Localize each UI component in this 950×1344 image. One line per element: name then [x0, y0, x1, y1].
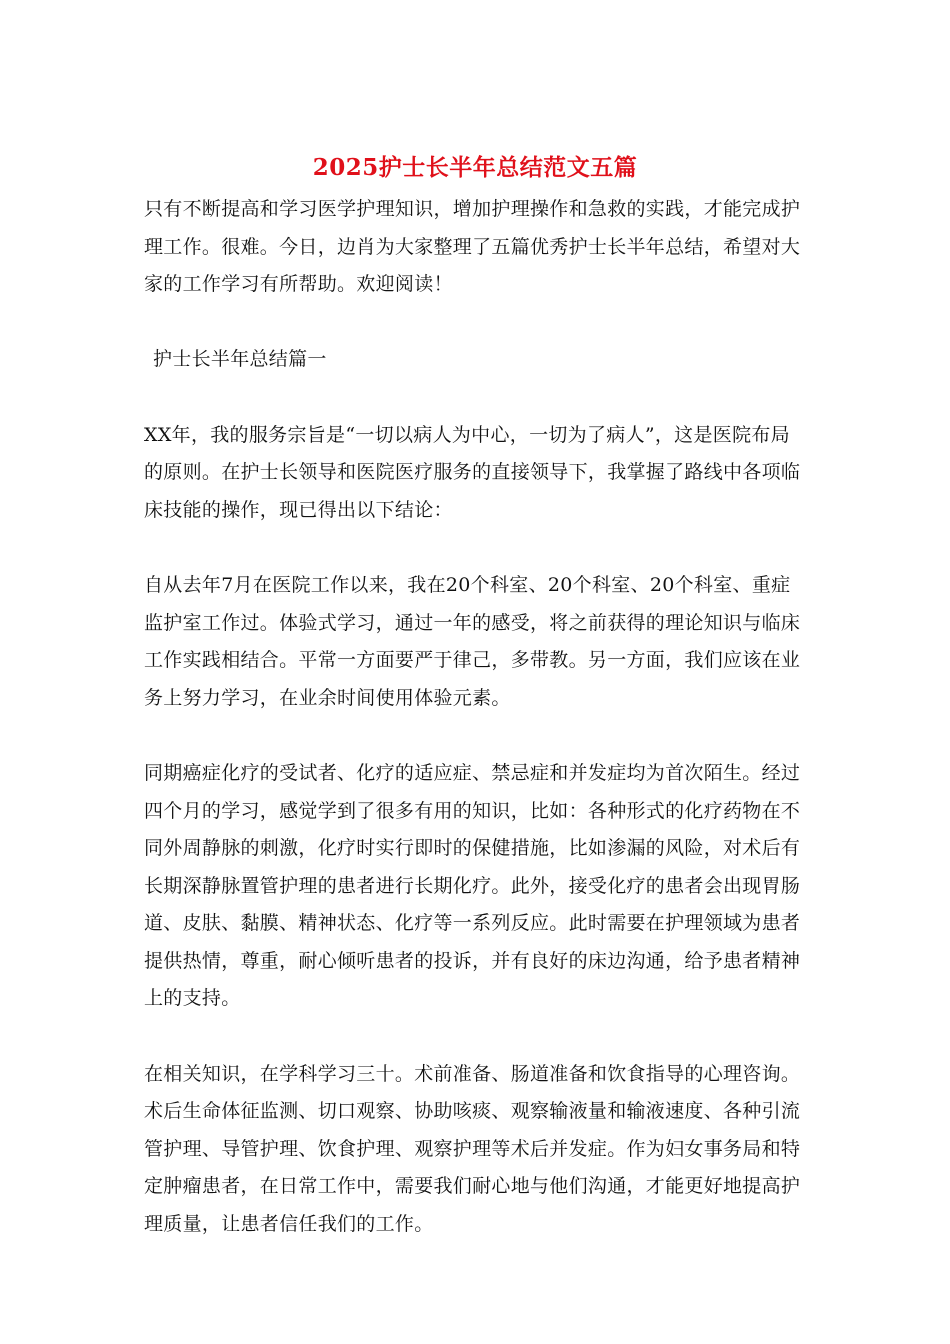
paragraph-gap [144, 304, 806, 342]
section-heading: 护士长半年总结篇一 [153, 348, 327, 371]
body-paragraph-2: 自从去年7月在医院工作以来，我在20个科室、20个科室、20个科室、重症监护室工作过。体验式学习，通过一年的感受，将之前获得的理论知识与临床工作实践相结合。平常一方面要严于律己，多带教。另一方面，我们应该在业务上努力学习，在业余时间使用体验元素。 [144, 573, 801, 709]
body-paragraph-4: 在相关知识，在学科学习三十。术前准备、肠道准备和饮食指导的心理咨询。术后生命体征监测、切口观察、协助咳痰、观察输液量和输液速度、各种引流管护理、导管护理、饮食护理、观察护理等术后并发症。作为妇女事务局和特定肿瘤患者，在日常工作中，需要我们耐心地与他们沟通，才能更好地提高护理质量，让患者信任我们的工作。 [144, 1062, 801, 1236]
document-title: 2025护士长半年总结范文五篇 [312, 154, 638, 181]
body-paragraph-3: 同期癌症化疗的受试者、化疗的适应症、禁忌症和并发症均为首次陌生。经过四个月的学习，感觉学到了很多有用的知识，比如：各种形式的化疗药物在不同外周静脉的刺激，化疗时实行即时的保健措施，比如渗漏的风险，对术后有长期深静脉置管护理的患者进行长期化疗。此外，接受化疗的患者会出现胃肠道、皮肤、黏膜、精神状态、化疗等一系列反应。此时需要在护理领域为患者提供热情，尊重，耐心倾听患者的投诉，并有良好的床边沟通，给予患者精神上的支持。 [144, 761, 801, 1010]
document-body [144, 191, 806, 1244]
intro-paragraph: 只有不断提高和学习医学护理知识，增加护理操作和急救的实践，才能完成护理工作。很难。今日，边肖为大家整理了五篇优秀护士长半年总结，希望对大家的工作学习有所帮助。欢迎阅读！ [144, 198, 801, 296]
paragraph-gap [144, 1018, 806, 1056]
paragraph-gap [144, 529, 806, 567]
body-paragraph-1: XX年，我的服务宗旨是“一切以病人为中心，一切为了病人”，这是医院布局的原则。在护士长领导和医院医疗服务的直接领导下，我掌握了路线中各项临床技能的操作，现已得出以下结论： [144, 423, 801, 521]
paragraph-gap [144, 717, 806, 755]
paragraph-gap [144, 379, 806, 417]
